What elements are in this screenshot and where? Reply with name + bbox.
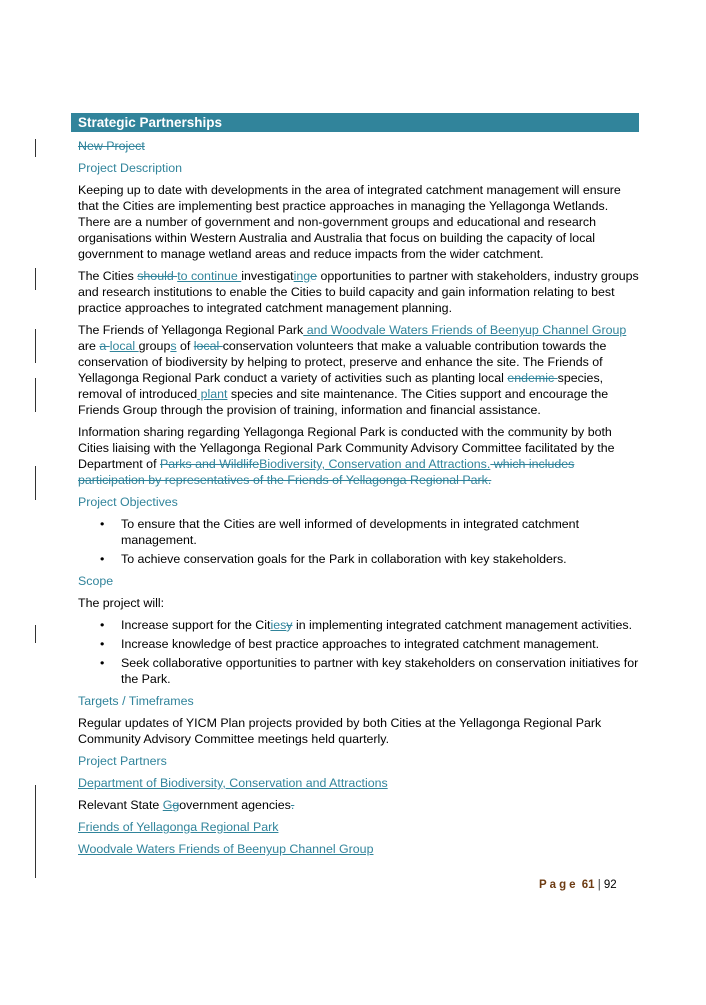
list-item: • Seek collaborative opportunities to partner with key stakeholders on conservation initiatives for the Park. (78, 655, 640, 687)
paragraph-opportunities: The Cities should to continue investigatinge opportunities to partner with stakeholders, industry groups and research institutions to enable the Cities to build capacity and gain information relating to best practice approaches to integrated catchment management planning. (78, 269, 639, 315)
change-bar (35, 785, 36, 878)
partner-woodvale-waters: Woodvale Waters Friends of Beenyup Channel Group (78, 842, 374, 856)
page-total: 92 (603, 879, 617, 891)
page-label: Page (539, 879, 579, 891)
list-item: • Increase knowledge of best practice approaches to integrated catchment management. (78, 636, 640, 652)
change-bar (35, 466, 36, 500)
section-title: Strategic Partnerships (71, 113, 639, 132)
partner-friends-yellagonga: Friends of Yellagonga Regional Park (78, 820, 279, 834)
page-number: 61 (581, 879, 595, 891)
partner-dbca: Department of Biodiversity, Conservation and Attractions (78, 776, 388, 790)
status-deleted: New Project (78, 139, 145, 153)
list-item: • Increase support for the Citiesy in implementing integrated catchment management activities. (78, 617, 640, 633)
heading-description: Project Description (78, 161, 182, 175)
change-bar (35, 378, 36, 412)
change-bar (35, 625, 36, 643)
change-bar (35, 329, 36, 363)
scope-list (78, 617, 640, 687)
list-item: • To ensure that the Cities are well informed of developments in integrated catchment management. (78, 516, 640, 548)
paragraph-targets: Regular updates of YICM Plan projects provided by both Cities at the Yellagonga Regional Park Community Advisory Committee meetings held quarterly. (78, 716, 602, 746)
partner-state-government: Relevant State Ggovernment agencies. (78, 798, 295, 812)
paragraph-information-sharing: Information sharing regarding Yellagonga Regional Park is conducted with the community by both Cities liaising with the Yellagonga Regional Park Community Advisory Committee facilitated by the Department of Parks and WildlifeBiodiversity, Conservation and Attractions. which includes participation by representatives of the Friends of Yellagonga Regional Park. (78, 425, 615, 487)
page-footer (539, 877, 617, 893)
heading-objectives: Project Objectives (78, 495, 178, 509)
change-bar (35, 139, 36, 157)
heading-partners: Project Partners (78, 754, 167, 768)
list-item: • To achieve conservation goals for the Park in collaboration with key stakeholders. (78, 551, 640, 567)
paragraph-friends: The Friends of Yellagonga Regional Park and Woodvale Waters Friends of Beenyup Channel Group are a local groups of local conservation volunteers that make a valuable contribution towards the conservation of biodiversity by helping to protect, preserve and enhance the site. The Friends of Yellagonga Regional Park conduct a variety of activities such as planting local endemic species, removal of introduced plant species and site maintenance. The Cities support and encourage the Friends Group through the provision of training, information and financial assistance. (78, 323, 627, 417)
paragraph-description: Keeping up to date with developments in the area of integrated catchment management will ensure that the Cities are implementing best practice approaches in managing the Yellagonga Wetlands. There are a number of government and non-government groups and educational and research organisations within Western Australia and Australia that focus on building the capacity of local government to manage wetland areas and reduce impacts from the wider catchment. (78, 183, 621, 261)
page-content (78, 113, 640, 863)
scope-intro: The project will: (78, 596, 165, 610)
heading-scope: Scope (78, 574, 114, 588)
change-bar (35, 268, 36, 290)
objectives-list (78, 516, 640, 567)
heading-targets: Targets / Timeframes (78, 694, 194, 708)
page-separator: | (597, 879, 601, 891)
